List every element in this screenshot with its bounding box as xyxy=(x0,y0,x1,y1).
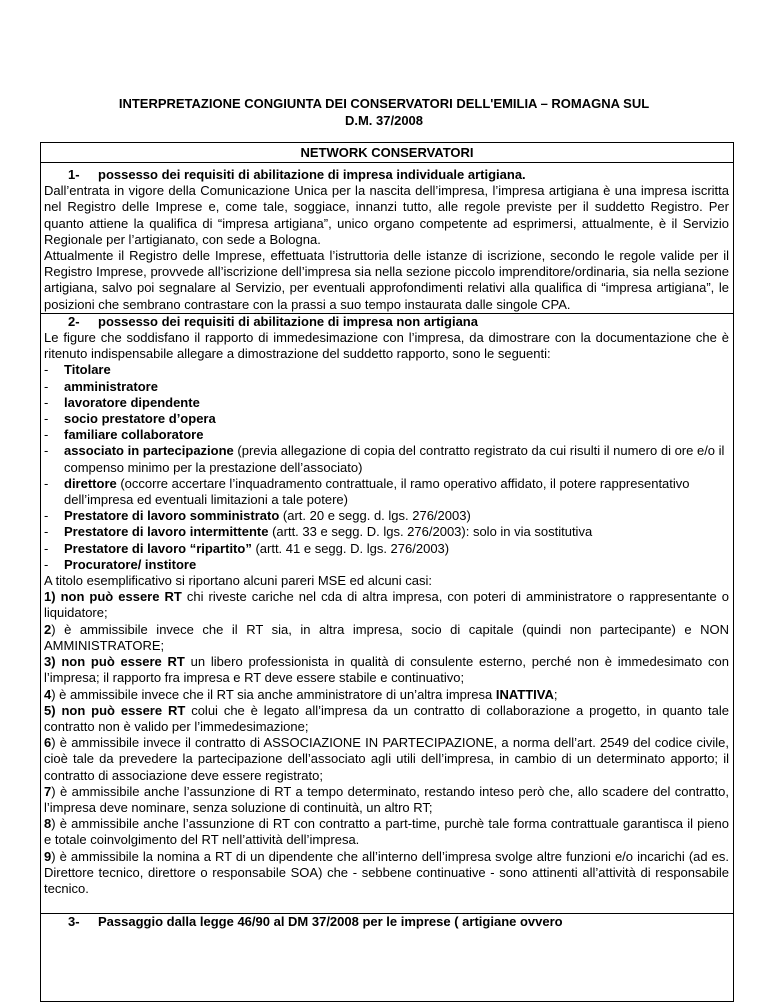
case-item xyxy=(44,622,729,654)
figure-text xyxy=(64,362,729,378)
dash-bullet: - xyxy=(44,443,49,459)
case-label: 8 xyxy=(44,816,52,832)
figure-text xyxy=(64,379,729,395)
case-label: 6 xyxy=(44,735,52,751)
cases-intro: A titolo esemplificativo si riportano alcuni pareri MSE ed alcuni casi: xyxy=(44,573,433,589)
section-1-number: 1- xyxy=(68,167,80,182)
dash-bullet: - xyxy=(44,394,49,410)
section-3-title: Passaggio dalla legge 46/90 al DM 37/2008 per le imprese ( artigiane ovvero xyxy=(98,914,563,930)
figure-text xyxy=(64,508,729,524)
case-label: 7 xyxy=(44,783,52,799)
section-2-heading xyxy=(44,314,729,330)
case-emphasis: INATTIVA xyxy=(495,686,554,702)
table-header: NETWORK CONSERVATORI xyxy=(41,143,733,163)
section-1-paragraph-1: Dall’entrata in vigore della Comunicazione Unica per la nascita dell’impresa, l’impresa artigiana è una impresa iscritta nel Registro delle Imprese e, come tale, soggiace, innanzi tutto, alle regole previste per il suddetto Registro. Per quanto attiene la qualifica di “impresa artigiana”, unico organo competente ad esprimersi, attualmente, è il Servizio Regionale per l’artigianato, con sede a Bologna. xyxy=(44,183,729,247)
case-item xyxy=(44,735,729,784)
dash-bullet: - xyxy=(44,411,49,427)
figure-text xyxy=(64,411,729,427)
dash-bullet: - xyxy=(44,475,49,491)
case-label: 9 xyxy=(44,848,52,864)
figure-list-item xyxy=(44,379,729,395)
case-text: colui che è legato all’impresa da un contratto di collaborazione a progetto, in quanto tale contratto non è valido per l’immedesimazione; xyxy=(44,702,729,734)
figure-list-item xyxy=(44,524,729,540)
figure-note: (occorre accertare l’inquadramento contrattuale, il ramo operativo affidato, il potere rappresentativo dell’impresa ed eventuali limitazioni a tale potere) xyxy=(64,475,690,508)
case-text: ) è ammissibile invece che il RT sia, in altra impresa, socio di capitale (quindi non partecipante) e NON AMMINISTRATORE; xyxy=(44,621,729,653)
figure-name: Prestatore di lavoro somministrato xyxy=(64,508,280,524)
case-label: 1) non può essere RT xyxy=(44,589,182,605)
case-item xyxy=(44,849,729,898)
figure-name: associato in partecipazione xyxy=(64,443,234,459)
case-label: 2 xyxy=(44,621,52,637)
figure-name: direttore xyxy=(64,475,117,491)
section-2-number: 2- xyxy=(68,313,80,329)
figure-name: Prestatore di lavoro “ripartito” xyxy=(64,540,252,556)
figure-list-item xyxy=(44,443,729,475)
spacer xyxy=(44,897,729,913)
table-frame xyxy=(40,142,734,1002)
figure-text xyxy=(64,557,729,573)
figure-text xyxy=(64,541,729,557)
case-item xyxy=(44,816,729,848)
figures-list xyxy=(44,362,729,573)
section-1-heading xyxy=(44,167,729,183)
case-label: 5) non può essere RT xyxy=(44,702,186,718)
dash-bullet: - xyxy=(44,427,49,443)
case-text: ) è ammissibile anche l’assunzione di RT a tempo determinato, restando inteso però che, allo scadere del contratto, l’impresa deve nominare, senza soluzione di continuità, un altro RT; xyxy=(44,783,729,815)
figure-text xyxy=(64,443,729,475)
figure-name: lavoratore dipendente xyxy=(64,394,200,410)
figure-text xyxy=(64,476,729,508)
case-text: ) è ammissibile invece il contratto di ASSOCIAZIONE IN PARTECIPAZIONE, a norma dell’art. 2549 del codice civile, cioè tale da prevedere la partecipazione dell’associato agli utili dell’impresa, in cambio di un determinato apporto; il contratto di associazione deve essere registrato; xyxy=(44,735,729,783)
figure-list-item xyxy=(44,508,729,524)
figure-text xyxy=(64,524,729,540)
figure-note: (previa allegazione di copia del contratto registrato da cui risulti il numero di ore e/o il compenso minimo per la prestazione dell’associato) xyxy=(64,443,725,475)
figure-list-item xyxy=(44,541,729,557)
section-1-paragraph-2: Attualmente il Registro delle Imprese, effettuata l’istruttoria delle istanze di iscrizione, secondo le regole valide per il Registro Imprese, provvede all’iscrizione dell’impresa sia nella sezione piccolo imprenditore/ordinaria, sia nella sezione artigiana, salvo poi segnalare al Servizio, per eventuali approfondimenti relativi alla qualifica di “impresa artigiana”, le posizioni che sembrano contrastare con la prassi a suo tempo instaurata dalle singole CPA. xyxy=(44,248,729,312)
figure-text xyxy=(64,395,729,411)
case-text: ) è ammissibile invece che il RT sia anche amministratore di un’altra impresa xyxy=(51,686,496,702)
figure-name: Procuratore/ institore xyxy=(64,556,197,572)
dash-bullet: - xyxy=(44,508,49,524)
figure-list-item xyxy=(44,427,729,443)
section-2-title: possesso dei requisiti di abilitazione di impresa non artigiana xyxy=(98,313,478,329)
case-label: 4 xyxy=(44,686,52,702)
figure-list-item xyxy=(44,411,729,427)
document-title xyxy=(40,95,728,129)
figure-note: (art. 20 e segg. d. lgs. 276/2003) xyxy=(279,508,471,524)
cases-list xyxy=(44,589,729,897)
case-item xyxy=(44,687,729,703)
figure-list-item xyxy=(44,395,729,411)
section-3-heading xyxy=(44,914,729,930)
section-1-title: possesso dei requisiti di abilitazione di impresa individuale artigiana. xyxy=(98,167,526,182)
figure-list-item xyxy=(44,557,729,573)
case-item xyxy=(44,784,729,816)
dash-bullet: - xyxy=(44,362,49,378)
case-text: un libero professionista in qualità di consulente esterno, perché non è immedesimato con l’impresa; il rapporto fra impresa e RT deve essere stabile e continuativo; xyxy=(44,654,729,686)
title-line-2: D.M. 37/2008 xyxy=(344,113,424,128)
case-item xyxy=(44,703,729,735)
figure-name: familiare collaboratore xyxy=(64,427,204,443)
section-2-intro: Le figure che soddisfano il rapporto di immedesimazione con l’impresa, da dimostrare con la documentazione che è ritenuto indispensabile allegare a dimostrazione del suddetto rapporto, sono le seguenti: xyxy=(44,330,729,362)
figure-list-item xyxy=(44,476,729,508)
figure-name: socio prestatore d’opera xyxy=(64,411,216,427)
case-text: ) è ammissibile la nomina a RT di un dipendente che all’interno dell’impresa svolge altre funzioni e/o incarichi (ad es. Direttore tecnico, direttore o responsabile SOA) che - sebbene continuative - sono attinenti all’attività di responsabile tecnico. xyxy=(44,848,729,896)
case-label: 3) non può essere RT xyxy=(44,654,185,670)
figure-note: (artt. 33 e segg. D. lgs. 276/2003): solo in via sostitutiva xyxy=(268,524,593,540)
case-text: ) è ammissibile anche l’assunzione di RT con contratto a part-time, purchè tale forma contrattuale garantisca il pieno e totale coinvolgimento del RT nell’attività dell’impresa. xyxy=(44,816,729,848)
case-item xyxy=(44,589,729,621)
case-text: chi riveste cariche nel cda di altra impresa, con poteri di amministratore o rappresentante o liquidatore; xyxy=(44,589,729,621)
dash-bullet: - xyxy=(44,524,49,540)
dash-bullet: - xyxy=(44,378,49,394)
figure-name: Prestatore di lavoro intermittente xyxy=(64,524,269,540)
title-line-1: INTERPRETAZIONE CONGIUNTA DEI CONSERVATORI DELL'EMILIA – ROMAGNA SUL xyxy=(118,96,650,111)
case-item xyxy=(44,654,729,686)
section-3-number: 3- xyxy=(68,914,80,930)
figure-note: (artt. 41 e segg. D. lgs. 276/2003) xyxy=(251,540,450,556)
figure-list-item xyxy=(44,362,729,378)
figure-name: Titolare xyxy=(64,362,111,378)
case-tail: ; xyxy=(553,686,558,702)
dash-bullet: - xyxy=(44,556,49,572)
table-content xyxy=(41,163,733,930)
figure-name: amministratore xyxy=(64,378,158,394)
figure-text xyxy=(64,427,729,443)
dash-bullet: - xyxy=(44,540,49,556)
